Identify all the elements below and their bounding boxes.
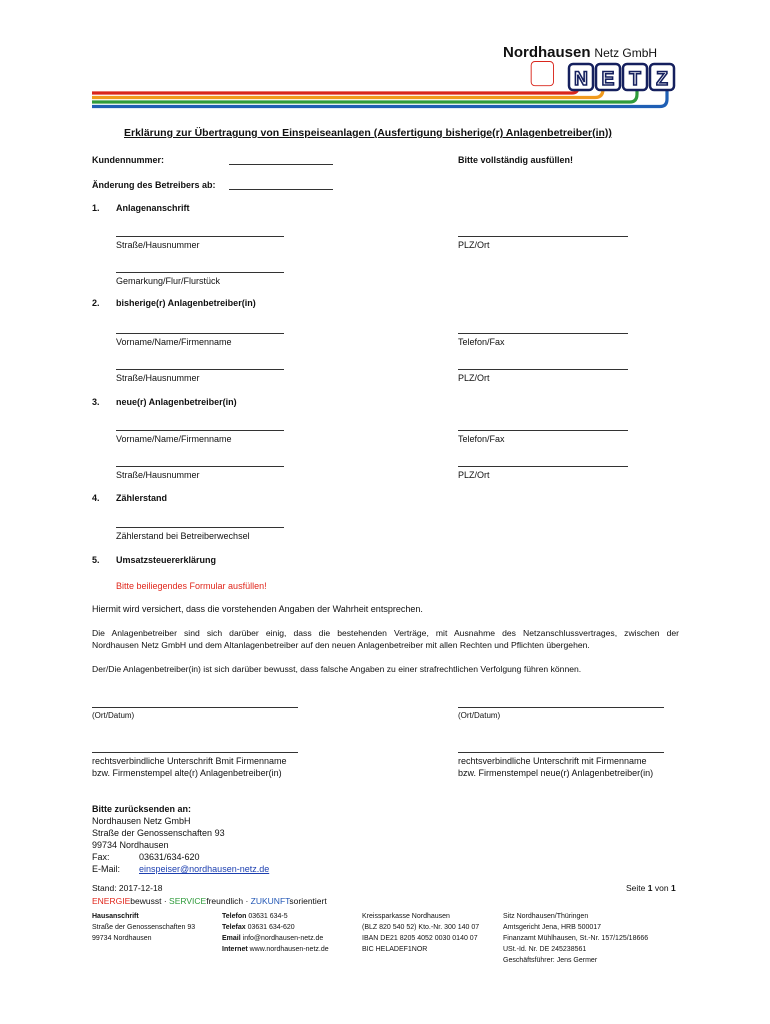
- slogan-energie: ENERGIE: [92, 896, 131, 906]
- s1-street-field[interactable]: [116, 236, 284, 237]
- slogan-sep-1: ·: [163, 896, 167, 906]
- page-prefix: Seite: [626, 883, 646, 893]
- footer-bank-name: Kreissparkasse Nordhausen: [362, 913, 450, 920]
- left-signature-label-2: bzw. Firmenstempel alte(r) Anlagenbetreiber(in): [92, 768, 282, 778]
- s3-plz-label: PLZ/Ort: [458, 470, 490, 480]
- page-total: 1: [670, 883, 676, 893]
- return-city: 99734 Nordhausen: [92, 840, 169, 850]
- footer-legal-ceo: Geschäftsführer: Jens Germer: [503, 957, 598, 964]
- s2-plz-field[interactable]: [458, 369, 628, 370]
- section-4-title: Zählerstand: [116, 493, 168, 503]
- page-mid: von: [654, 883, 669, 893]
- footer-col-contact: [222, 911, 329, 955]
- s2-plz-label: PLZ/Ort: [458, 373, 490, 383]
- section-4-number: 4.: [92, 493, 100, 503]
- return-email-label: E-Mail:: [92, 864, 121, 874]
- return-fax-label: Fax:: [92, 852, 110, 862]
- left-place-date-label: (Ort/Datum): [92, 711, 135, 720]
- footer-email: [222, 933, 329, 944]
- agreement-paragraph-line-1: Die Anlagenbetreiber sind sich darüber einig, dass die bestehenden Verträge, mit Ausnahme des Netzanschlussvertrages, zwischen der: [92, 628, 679, 638]
- section-5-title: Umsatzsteuererklärung: [116, 555, 217, 565]
- operator-change-label: Änderung des Betreibers ab:: [92, 180, 216, 190]
- logo-letter-n: N: [574, 69, 588, 90]
- customer-number-label: Kundennummer:: [92, 155, 164, 165]
- slogan-freundlich: freundlich: [206, 896, 244, 906]
- s2-street-field[interactable]: [116, 369, 284, 370]
- slogan: [92, 896, 327, 907]
- footer-legal-court: Amtsgericht Jena, HRB 500017: [503, 924, 602, 931]
- footer-fax: [222, 922, 329, 933]
- page-indicator: [626, 883, 676, 894]
- s3-name-label: Vorname/Name/Firmenname: [116, 434, 232, 444]
- section-5-number: 5.: [92, 555, 100, 565]
- footer-address-city: 99734 Nordhausen: [92, 935, 152, 942]
- footer-bank-bic: BIC HELADEF1NOR: [362, 946, 428, 953]
- brand-rest: Netz GmbH: [594, 46, 658, 60]
- slogan-orientiert: sorientiert: [289, 896, 327, 906]
- section-3-title: neue(r) Anlagenbetreiber(in): [116, 397, 237, 407]
- footer-col-legal: [503, 911, 648, 966]
- left-place-date-field[interactable]: [92, 707, 298, 708]
- s1-plz-field[interactable]: [458, 236, 628, 237]
- footer-web-value[interactable]: www.nordhausen-netz.de: [249, 946, 329, 953]
- footer-legal-seat: Sitz Nordhausen/Thüringen: [503, 913, 589, 920]
- fill-completely-hint: Bitte vollständig ausfüllen!: [458, 155, 574, 165]
- form-title: Erklärung zur Übertragung von Einspeiseanlagen (Ausfertigung bisherige(r) Anlagenbetreiber(in)): [124, 127, 612, 139]
- truth-declaration: Hiermit wird versichert, dass die vorstehenden Angaben der Wahrheit entsprechen.: [92, 604, 423, 614]
- slogan-sep-2: ·: [245, 896, 249, 906]
- right-place-date-field[interactable]: [458, 707, 664, 708]
- right-place-date-label: (Ort/Datum): [458, 711, 501, 720]
- footer-address-title: Hausanschrift: [92, 913, 139, 920]
- return-heading: Bitte zurücksenden an:: [92, 804, 192, 814]
- s1-parcel-label: Gemarkung/Flur/Flurstück: [116, 276, 221, 286]
- footer-col-bank: [362, 911, 479, 955]
- tax-form-note: Bitte beiliegendes Formular ausfüllen!: [116, 581, 267, 591]
- s3-street-field[interactable]: [116, 466, 284, 467]
- s3-street-label: Straße/Hausnummer: [116, 470, 200, 480]
- right-signature-field[interactable]: [458, 752, 664, 753]
- header-stripes-logo: [0, 0, 770, 115]
- left-signature-label-1: rechtsverbindliche Unterschrift Bmit Firmenname: [92, 756, 287, 766]
- return-email-link[interactable]: einspeiser@nordhausen-netz.de: [139, 864, 270, 874]
- footer-email-label: Email: [222, 935, 241, 942]
- footer-phone-value: 03631 634-5: [248, 913, 288, 920]
- page-current: 1: [647, 883, 653, 893]
- s1-plz-label: PLZ/Ort: [458, 240, 490, 250]
- s2-street-label: Straße/Hausnummer: [116, 373, 200, 383]
- return-company: Nordhausen Netz GmbH: [92, 816, 191, 826]
- footer-email-value[interactable]: info@nordhausen-netz.de: [242, 935, 324, 942]
- section-2-number: 2.: [92, 298, 100, 308]
- s3-plz-field[interactable]: [458, 466, 628, 467]
- s1-street-label: Straße/Hausnummer: [116, 240, 200, 250]
- footer-bank-iban: IBAN DE21 8205 4052 0030 0140 07: [362, 935, 478, 942]
- section-1-title: Anlagenanschrift: [116, 203, 190, 213]
- footer-legal-vat: USt.-Id. Nr. DE 245238561: [503, 946, 587, 953]
- section-2-title: bisherige(r) Anlagenbetreiber(in): [116, 298, 256, 308]
- right-signature-label-1: rechtsverbindliche Unterschrift mit Firmenname: [458, 756, 647, 766]
- left-signature-field[interactable]: [92, 752, 298, 753]
- footer-bank-account: (BLZ 820 540 52) Kto.-Nr. 300 140 07: [362, 924, 480, 931]
- footer-address-street: Straße der Genossenschaften 93: [92, 924, 196, 931]
- brand-bold: Nordhausen: [503, 44, 591, 61]
- s3-name-field[interactable]: [116, 430, 284, 431]
- slogan-bewusst: bewusst: [130, 896, 162, 906]
- s2-name-field[interactable]: [116, 333, 284, 334]
- footer-web: [222, 944, 329, 955]
- logo-letter-e: E: [601, 69, 615, 90]
- liability-paragraph: Der/Die Anlagenbetreiber(in) ist sich darüber bewusst, dass falsche Angaben zu einer strafrechtlichen Verfolgung führen können.: [92, 664, 582, 674]
- s3-phone-field[interactable]: [458, 430, 628, 431]
- footer-fax-value: 03631 634-620: [247, 924, 295, 931]
- operator-change-date-field[interactable]: [229, 189, 333, 190]
- footer-fax-label: Telefax: [222, 924, 246, 931]
- slogan-service: SERVICE: [169, 896, 207, 906]
- return-street: Straße der Genossenschaften 93: [92, 828, 225, 838]
- document-date: Stand: 2017-12-18: [92, 883, 163, 893]
- return-fax-value: 03631/634-620: [139, 852, 200, 862]
- footer-phone-label: Telefon: [222, 913, 247, 920]
- s4-meter-field[interactable]: [116, 527, 284, 528]
- s2-name-label: Vorname/Name/Firmenname: [116, 337, 232, 347]
- logo-letter-z: Z: [656, 69, 668, 90]
- s4-meter-label: Zählerstand bei Betreiberwechsel: [116, 531, 250, 541]
- right-signature-label-2: bzw. Firmenstempel neue(r) Anlagenbetreiber(in): [458, 768, 654, 778]
- agreement-paragraph-line-2: Nordhausen Netz GmbH und dem Altanlagenbetreiber auf den neuen Anlagenbetreiber mit allen Rechten und Pflichten übergehen.: [92, 640, 590, 650]
- footer-legal-tax-office: Finanzamt Mühlhausen, St.-Nr. 157/125/18666: [503, 935, 649, 942]
- customer-number-field[interactable]: [229, 164, 333, 165]
- section-1-number: 1.: [92, 203, 100, 213]
- logo-letter-t: T: [629, 69, 641, 90]
- s1-parcel-field[interactable]: [116, 272, 284, 273]
- netz-logo: [531, 62, 674, 90]
- s3-phone-label: Telefon/Fax: [458, 434, 505, 444]
- footer-web-label: Internet: [222, 946, 248, 953]
- s2-phone-label: Telefon/Fax: [458, 337, 505, 347]
- slogan-zukunft: ZUKUNFT: [250, 896, 290, 906]
- s2-phone-field[interactable]: [458, 333, 628, 334]
- section-3-number: 3.: [92, 397, 100, 407]
- footer-col-address: [92, 911, 195, 944]
- footer-phone: [222, 911, 329, 922]
